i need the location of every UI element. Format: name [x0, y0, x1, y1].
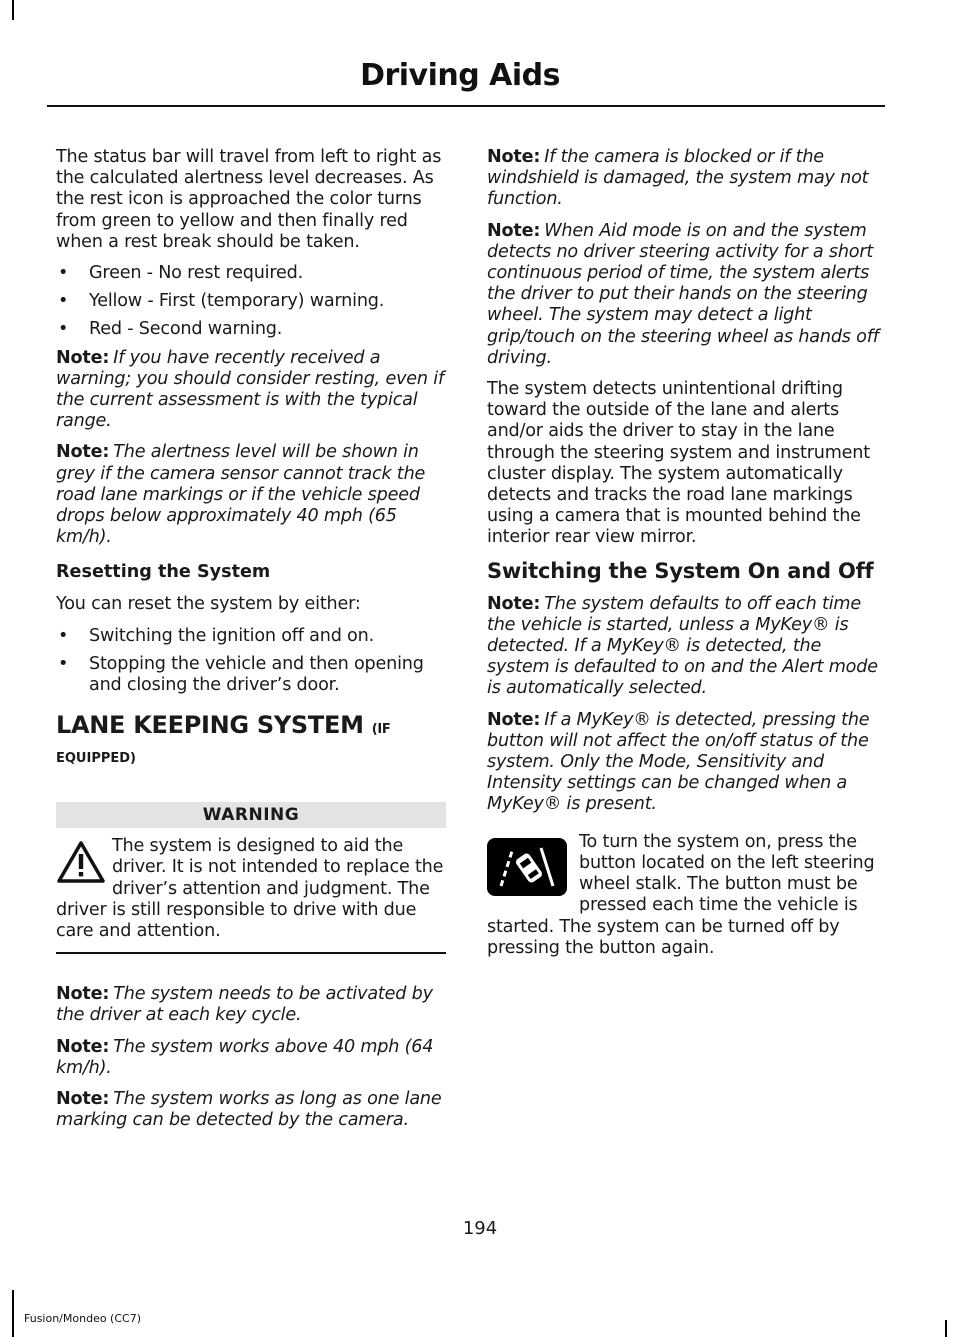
- turn-on-text: To turn the system on, press the button located on the left steering wheel stalk. The button must be pressed each time the vehicle is started. The system can be turned off by pressing the button again.: [487, 831, 875, 958]
- crop-mark-bottom-right: [945, 1320, 947, 1337]
- note-label: Note:: [56, 442, 110, 463]
- footer-model: Fusion/Mondeo (CC7): [24, 1312, 142, 1325]
- list-item: • Stopping the vehicle and then opening and closing the driver’s door.: [56, 654, 446, 696]
- note-speed: [56, 1037, 446, 1079]
- note-text: The system needs to be activated by the driver at each key cycle.: [56, 984, 433, 1026]
- lane-keeping-button-icon: [487, 838, 567, 896]
- note-label: Note:: [56, 1036, 110, 1057]
- note-text: If the camera is blocked or if the windshield is damaged, the system may not function.: [487, 147, 869, 210]
- warning-heading: WARNING: [56, 802, 446, 828]
- status-bar-paragraph: The status bar will travel from left to right as the calculated alertness level decreases. As the rest icon is approached the color turns from green to yellow and then finally red when a rest break should be taken.: [56, 147, 442, 252]
- note-text: The system works as long as one lane marking can be detected by the camera.: [56, 1089, 442, 1131]
- note-lane-marking: [56, 1089, 446, 1131]
- post-warning-notes: [56, 984, 446, 1131]
- note-aid-mode: [487, 221, 879, 369]
- section-title-text: LANE KEEPING SYSTEM: [56, 711, 364, 740]
- lane-keeping-section-title: [56, 710, 446, 745]
- note-text: If you have recently received a warning; you should consider resting, even if the current assessment is with the typical range.: [56, 347, 444, 432]
- note-text: The system defaults to off each time the vehicle is started, unless a MyKey® is detected. If a MyKey® is detected, the system is defaulted to on and the Alert mode is automatically selected.: [487, 593, 878, 699]
- list-item: • Yellow - First (temporary) warning.: [56, 291, 446, 312]
- note-label: Note:: [56, 347, 110, 368]
- resetting-heading: Resetting the System: [56, 562, 271, 583]
- switching-heading: Switching the System On and Off: [487, 558, 874, 583]
- right-column: [487, 147, 879, 969]
- turn-on-paragraph: [487, 832, 879, 959]
- note-activation: [56, 984, 446, 1026]
- note-label: Note:: [487, 709, 541, 730]
- note-label: Note:: [487, 147, 541, 167]
- note-label: Note:: [56, 984, 110, 1005]
- note-mykey: [487, 710, 879, 816]
- warning-triangle-icon: [56, 840, 106, 884]
- note-camera-blocked: [487, 147, 879, 211]
- crop-mark-bottom-left: [12, 1290, 14, 1337]
- list-item: • Switching the ignition off and on.: [56, 626, 446, 647]
- list-item: • Red - Second warning.: [56, 319, 446, 340]
- note-defaults-off: [487, 594, 879, 700]
- note-text: The alertness level will be shown in grey if the camera sensor cannot track the road lane markings or if the vehicle speed drops below approximately 40 mph (65 km/h).: [56, 442, 426, 548]
- reset-list: [56, 626, 446, 697]
- warning-text: The system is designed to aid the driver. It is not intended to replace the driver’s attention and judgment. The driver is still responsible to drive with due care and attention.: [56, 836, 444, 942]
- section-title-suffix: (IF: [371, 722, 391, 738]
- note-label: Note:: [487, 220, 541, 241]
- note-alertness-grey: [56, 442, 446, 548]
- page-number: 194: [462, 1218, 498, 1239]
- note-text: If a MyKey® is detected, pressing the button will not affect the on/off status of the system. Only the Mode, Sensitivity and Intensity settings can be changed when a MyKey® is present.: [487, 709, 870, 815]
- list-item: • Green - No rest required.: [56, 263, 446, 284]
- note-text: The system works above 40 mph (64 km/h).: [56, 1036, 434, 1078]
- warning-body: [56, 836, 446, 942]
- reset-intro: You can reset the system by either:: [56, 594, 361, 615]
- note-label: Note:: [487, 593, 541, 614]
- section-title-suffix-line2: EQUIPPED): [56, 751, 136, 767]
- page-header-title: Driving Aids: [360, 58, 560, 93]
- warning-box: [56, 802, 446, 954]
- status-color-list: [56, 263, 446, 341]
- left-column: [56, 147, 446, 1142]
- header-rule: [47, 105, 885, 107]
- note-label: Note:: [56, 1089, 110, 1110]
- crop-mark-top-left: [12, 0, 14, 20]
- note-recent-warning: [56, 348, 446, 433]
- drift-detection-paragraph: The system detects unintentional drifting toward the outside of the lane and alerts and/or aids the driver to stay in the lane through the steering system and instrument cluster display. The system automatically detects and tracks the road lane markings using a camera that is mounted behind the interior rear view mirror.: [487, 379, 870, 548]
- note-text: When Aid mode is on and the system detects no driver steering activity for a short continuous period of time, the system alerts the driver to put their hands on the steering wheel. The system may detect a light grip/touch on the steering wheel as hands off driving.: [487, 220, 879, 368]
